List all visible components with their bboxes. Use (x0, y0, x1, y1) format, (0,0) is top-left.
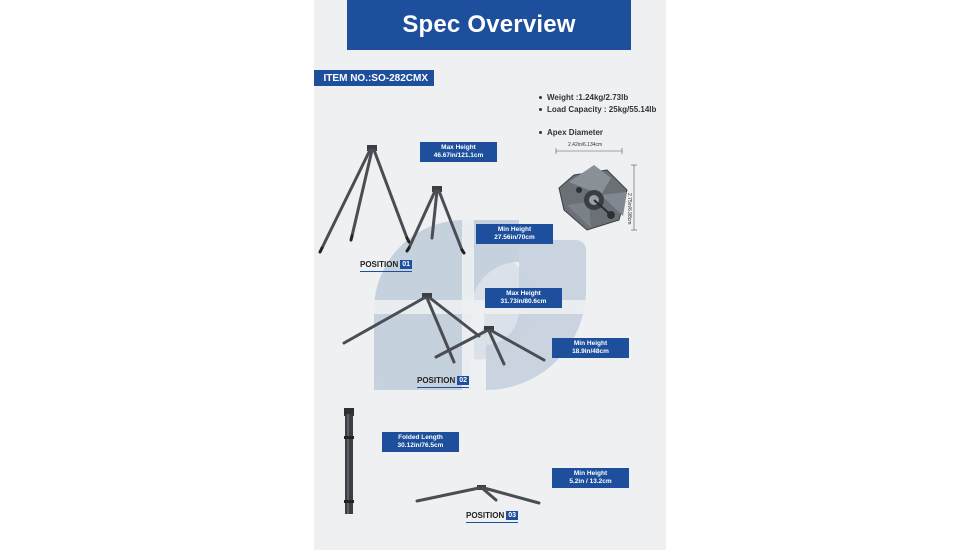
position-03-min-height-label (552, 468, 629, 488)
spec-load-capacity-text: Load Capacity : 25kg/55.14lb (547, 105, 657, 114)
spec-weight-text: Weight :1.24kg/2.73lb (547, 93, 629, 102)
min-height-title: Min Height (573, 340, 608, 347)
position-label: POSITION (417, 376, 456, 385)
max-height-value: 46.67in/121.1cm (433, 152, 484, 159)
max-height-value: 31.73in/80.6cm (500, 298, 547, 305)
position-number: 02 (459, 377, 468, 384)
max-height-title: Max Height (506, 290, 541, 297)
max-height-title: Max Height (441, 144, 476, 151)
position-underline (466, 522, 518, 523)
min-height-value: 27.56in/70cm (494, 234, 535, 241)
position-number: 01 (402, 261, 411, 268)
folded-length-value: 30.12in/76.5cm (397, 442, 444, 449)
min-height-value: 5.2in / 13.2cm (569, 478, 612, 485)
position-03-heading (466, 511, 518, 520)
position-label: POSITION (466, 511, 505, 520)
position-number: 03 (508, 512, 517, 519)
min-height-value: 18.9in/48cm (572, 348, 609, 355)
apex-height-dimension: 2.75in/6.98cm (626, 193, 632, 225)
position-label: POSITION (360, 260, 399, 269)
apex-width-dimension: 2.42in/6.134cm (568, 142, 603, 148)
item-number-badge: ITEM NO.:SO-282CMX (314, 70, 434, 86)
position-03-folded-length-label (382, 432, 459, 452)
min-height-title: Min Height (497, 226, 532, 233)
folded-length-title: Folded Length (398, 434, 443, 441)
min-height-title: Min Height (573, 470, 608, 477)
spec-panel (314, 0, 666, 550)
spec-apex-diameter-text: Apex Diameter (547, 128, 604, 137)
page-title: Spec Overview (347, 0, 631, 50)
